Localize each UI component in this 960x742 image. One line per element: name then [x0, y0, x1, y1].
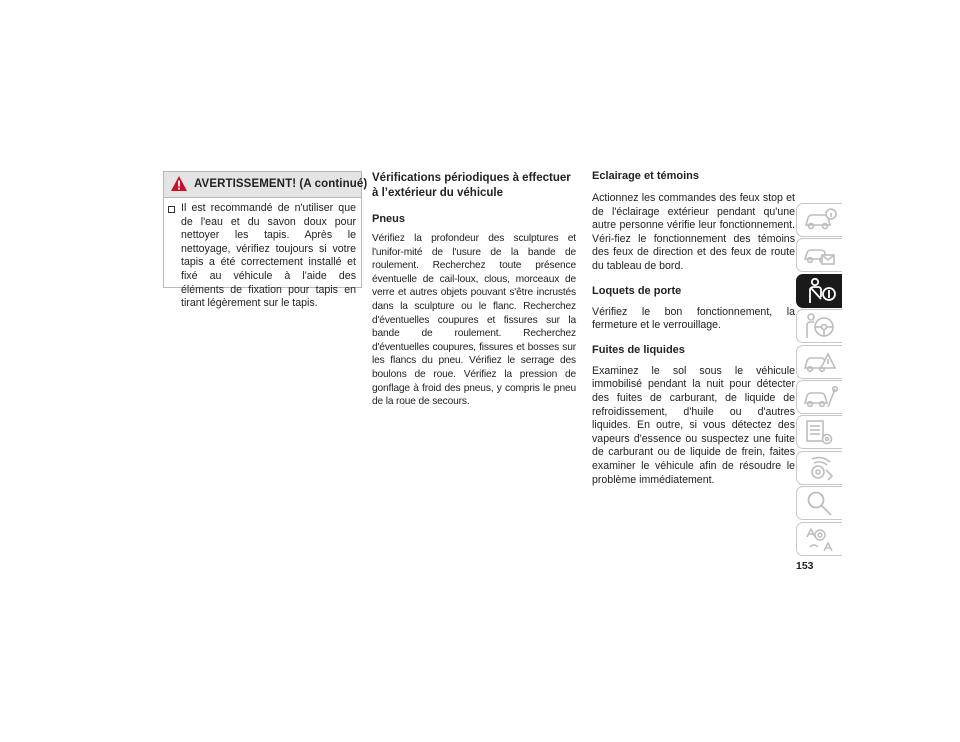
tab-maintenance[interactable]	[796, 380, 842, 414]
right-column	[592, 169, 795, 487]
bullet-square-icon	[168, 206, 175, 213]
warning-car-icon	[802, 348, 838, 376]
warning-box	[163, 171, 368, 310]
tab-multimedia[interactable]	[796, 451, 842, 485]
seatbelt-person-icon	[802, 277, 838, 305]
car-info-icon	[802, 207, 838, 233]
chapter-tabs	[796, 203, 842, 557]
checklist-gear-icon	[802, 418, 838, 446]
warning-text: Il est recommandé de n'utiliser que de l'eau et du savon doux pour nettoyer les tapis. Après le nettoyage, vérifiez toujours si votre tapis a été correctement installé et fixé au véhicule à l'aide des éléments de fixation pour tapis en tirant légèrement sur le tapis.	[181, 202, 356, 310]
tab-driving[interactable]	[796, 309, 842, 343]
warning-title: AVERTISSEMENT! (A continué)	[194, 178, 368, 190]
middle-column	[372, 171, 576, 409]
subhead-door-latches: Loquets de porte	[592, 284, 682, 297]
tab-technical[interactable]	[796, 415, 842, 449]
fluid-leaks-text: Examinez le sol sous le véhicule immobilisé pendant la nuit pour détecter des fuites de carburant, de liquide de refroidissement, d'huile ou d'autres liquides. En outre, si vous détectez des vapeurs d'essence ou suspectez une fuite de carburant ou de liquide de frein, faites examiner le véhicule afin de résoudre le problème immédiatement.	[592, 364, 795, 486]
car-wrench-icon	[802, 383, 838, 411]
door-latches-text: Vérifiez le bon fonctionnement, la fermeture et le verrouillage.	[592, 305, 795, 332]
language-icon	[802, 525, 838, 553]
tab-car-envelope[interactable]	[796, 238, 842, 272]
warning-header	[164, 172, 368, 198]
tab-car-info[interactable]	[796, 203, 842, 237]
subhead-tires: Pneus	[372, 213, 406, 225]
tab-safety[interactable]	[796, 274, 842, 308]
tab-emergency[interactable]	[796, 345, 842, 379]
tab-index[interactable]	[796, 486, 842, 520]
tires-text: Vérifiez la profondeur des sculptures et l'unifor-mité de l'usure de la bande de roulement. Recherchez toute présence éventuelle de cail-loux, clous, morceaux de verre et autres objets pouvant s'être incrustés dans la sculpture ou le flanc. Recherchez d'éventuelles coupures et fissures sur la bande de roulement. Recherchez d'éventuelles coupures, fissures et bosses sur les flancs du pneu. Vérifiez le serrage des boulons de roue. Vérifiez la pression de gonflage à froid des pneus, y compris le pneu de la roue de secours.	[372, 233, 576, 408]
warning-body	[164, 198, 361, 311]
section-title-exterior-checks: Vérifications périodiques à effectuer à l’extérieur du véhicule	[372, 172, 571, 199]
lighting-text: Actionnez les commandes des feux stop et de l'éclairage extérieur pendant qu'une autre personne vérifie leur fonctionnement. Véri-fiez le fonctionnement des témoins des feux de direction et des feux de route du tableau de bord.	[592, 192, 795, 272]
magnifier-icon	[802, 489, 838, 517]
subhead-lighting: Eclairage et témoins	[592, 170, 699, 182]
page-number: 153	[796, 560, 814, 572]
warning-triangle-icon	[170, 175, 188, 192]
tab-languages[interactable]	[796, 522, 842, 556]
steering-wheel-icon	[802, 312, 838, 340]
multimedia-icon	[802, 454, 838, 482]
subhead-fluid-leaks: Fuites de liquides	[592, 343, 685, 356]
car-envelope-icon	[802, 242, 838, 268]
